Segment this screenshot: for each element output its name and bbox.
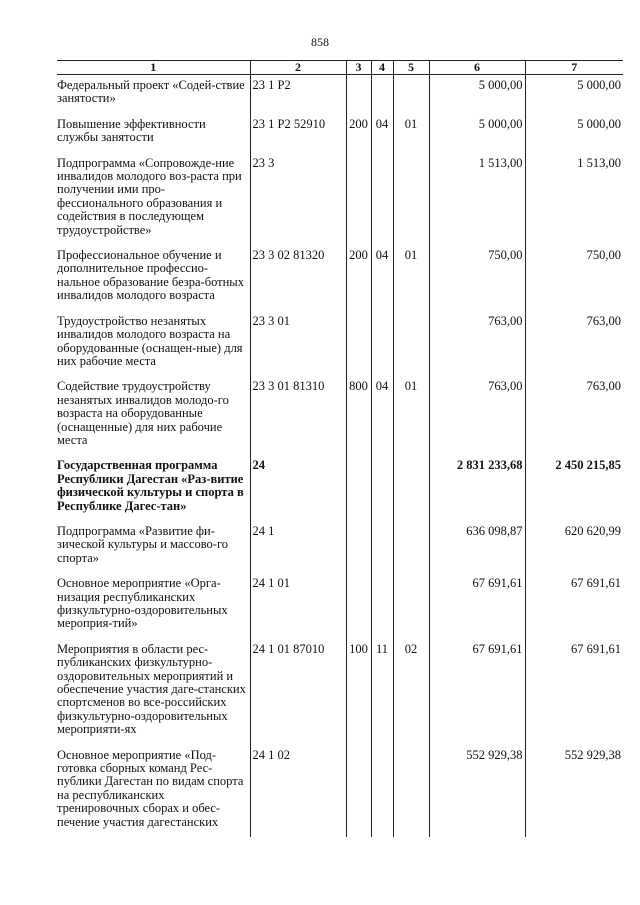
row-name: Основное мероприятие «Орга-низация республиканских физкультурно-оздоровительных мероприя-тий» — [57, 576, 228, 631]
row-code: 24 1 01 — [250, 573, 346, 639]
row-col3 — [346, 153, 371, 245]
row-value-col6: 67 691,61 — [429, 573, 525, 639]
row-code: 24 1 02 — [250, 745, 346, 837]
row-value-col6: 552 929,38 — [429, 745, 525, 837]
row-col4: 04 — [371, 245, 393, 311]
column-header-7: 7 — [525, 61, 623, 75]
table-row — [57, 521, 623, 573]
table-row — [57, 455, 623, 521]
row-col3 — [346, 521, 371, 573]
row-col5 — [393, 455, 429, 521]
row-value-col7: 67 691,61 — [525, 639, 623, 745]
row-name: Повышение эффективности службы занятости — [57, 116, 206, 145]
row-col5: 01 — [393, 245, 429, 311]
row-col5 — [393, 153, 429, 245]
row-col4: 11 — [371, 639, 393, 745]
row-value-col7: 620 620,99 — [525, 521, 623, 573]
row-value-col6: 763,00 — [429, 376, 525, 455]
budget-table — [57, 60, 623, 837]
table-header-row — [57, 61, 623, 75]
row-value-col6: 763,00 — [429, 311, 525, 377]
row-value-col6: 67 691,61 — [429, 639, 525, 745]
row-value-col6: 1 513,00 — [429, 153, 525, 245]
row-code: 23 3 01 81310 — [250, 376, 346, 455]
table-row — [57, 573, 623, 639]
row-name: Государственная программа Республики Дагестан «Раз-витие физической культуры и спорта в Республике Дагес-тан» — [57, 458, 244, 513]
row-col3 — [346, 573, 371, 639]
row-col4 — [371, 455, 393, 521]
row-col4 — [371, 521, 393, 573]
row-value-col7: 1 513,00 — [525, 153, 623, 245]
table-row — [57, 639, 623, 745]
row-col4 — [371, 573, 393, 639]
row-value-col6: 5 000,00 — [429, 75, 525, 114]
row-code: 23 1 P2 52910 — [250, 114, 346, 153]
row-col4: 04 — [371, 376, 393, 455]
table-row — [57, 245, 623, 311]
row-code: 24 — [250, 455, 346, 521]
row-col4: 04 — [371, 114, 393, 153]
row-value-col7: 552 929,38 — [525, 745, 623, 837]
row-name: Профессиональное обучение и дополнительное профессио-нальное образование безра-ботных инвалидов молодого возраста — [57, 248, 244, 303]
column-header-1: 1 — [57, 61, 250, 75]
table-row — [57, 311, 623, 377]
row-col3 — [346, 311, 371, 377]
page-number: 858 — [311, 35, 329, 49]
row-col5: 02 — [393, 639, 429, 745]
row-value-col7: 5 000,00 — [525, 114, 623, 153]
row-name: Мероприятия в области рес-публиканских физкультурно-оздоровительных мероприятий и обеспечение участия даге-станских спортсменов во все-российских физкультурно-оздоровительных мероприяти-ях — [57, 641, 246, 737]
row-value-col7: 5 000,00 — [525, 75, 623, 114]
row-col3: 200 — [346, 245, 371, 311]
row-value-col7: 750,00 — [525, 245, 623, 311]
row-col3 — [346, 745, 371, 837]
row-value-col6: 2 831 233,68 — [429, 455, 525, 521]
row-col3: 100 — [346, 639, 371, 745]
row-name: Основное мероприятие «Под-готовка сборных команд Рес-публики Дагестан по видам спорта на республиканских тренировочных сборах и обес-печение участия дагестанских — [57, 747, 244, 829]
row-name: Подпрограмма «Сопровожде-ние инвалидов молодого воз-раста при получении ими про-фессионального образования и содействия в последующем трудоустройстве» — [57, 155, 242, 237]
row-col5 — [393, 521, 429, 573]
row-col5: 01 — [393, 376, 429, 455]
row-code: 23 3 01 — [250, 311, 346, 377]
row-code: 24 1 01 87010 — [250, 639, 346, 745]
column-header-3: 3 — [346, 61, 371, 75]
row-col5: 01 — [393, 114, 429, 153]
row-code: 24 1 — [250, 521, 346, 573]
table-row — [57, 745, 623, 837]
row-name: Трудоустройство незанятых инвалидов молодого возраста на оборудованные (оснащен-ные) для них рабочие места — [57, 313, 243, 368]
column-header-2: 2 — [250, 61, 346, 75]
row-code: 23 3 02 81320 — [250, 245, 346, 311]
row-col3: 200 — [346, 114, 371, 153]
row-col5 — [393, 75, 429, 114]
row-col5 — [393, 745, 429, 837]
row-value-col6: 636 098,87 — [429, 521, 525, 573]
table-row — [57, 153, 623, 245]
table-body — [57, 75, 623, 838]
row-col5 — [393, 573, 429, 639]
table-row — [57, 376, 623, 455]
row-col3 — [346, 75, 371, 114]
row-value-col7: 763,00 — [525, 376, 623, 455]
row-value-col6: 5 000,00 — [429, 114, 525, 153]
row-value-col7: 67 691,61 — [525, 573, 623, 639]
column-header-5: 5 — [393, 61, 429, 75]
row-value-col6: 750,00 — [429, 245, 525, 311]
row-name: Подпрограмма «Развитие фи-зической культуры и массово-го спорта» — [57, 523, 229, 565]
column-header-4: 4 — [371, 61, 393, 75]
row-col4 — [371, 153, 393, 245]
row-col3: 800 — [346, 376, 371, 455]
table-row — [57, 75, 623, 114]
row-col4 — [371, 311, 393, 377]
row-code: 23 1 P2 — [250, 75, 346, 114]
row-col4 — [371, 745, 393, 837]
row-name: Содействие трудоустройству незанятых инвалидов молодо-го возраста на оборудованные (оснащенные) для них рабочие места — [57, 379, 229, 447]
row-value-col7: 763,00 — [525, 311, 623, 377]
row-col5 — [393, 311, 429, 377]
column-header-6: 6 — [429, 61, 525, 75]
row-code: 23 3 — [250, 153, 346, 245]
row-value-col7: 2 450 215,85 — [525, 455, 623, 521]
row-col4 — [371, 75, 393, 114]
row-name: Федеральный проект «Содей-ствие занятости» — [57, 78, 245, 106]
table-row — [57, 114, 623, 153]
row-col3 — [346, 455, 371, 521]
